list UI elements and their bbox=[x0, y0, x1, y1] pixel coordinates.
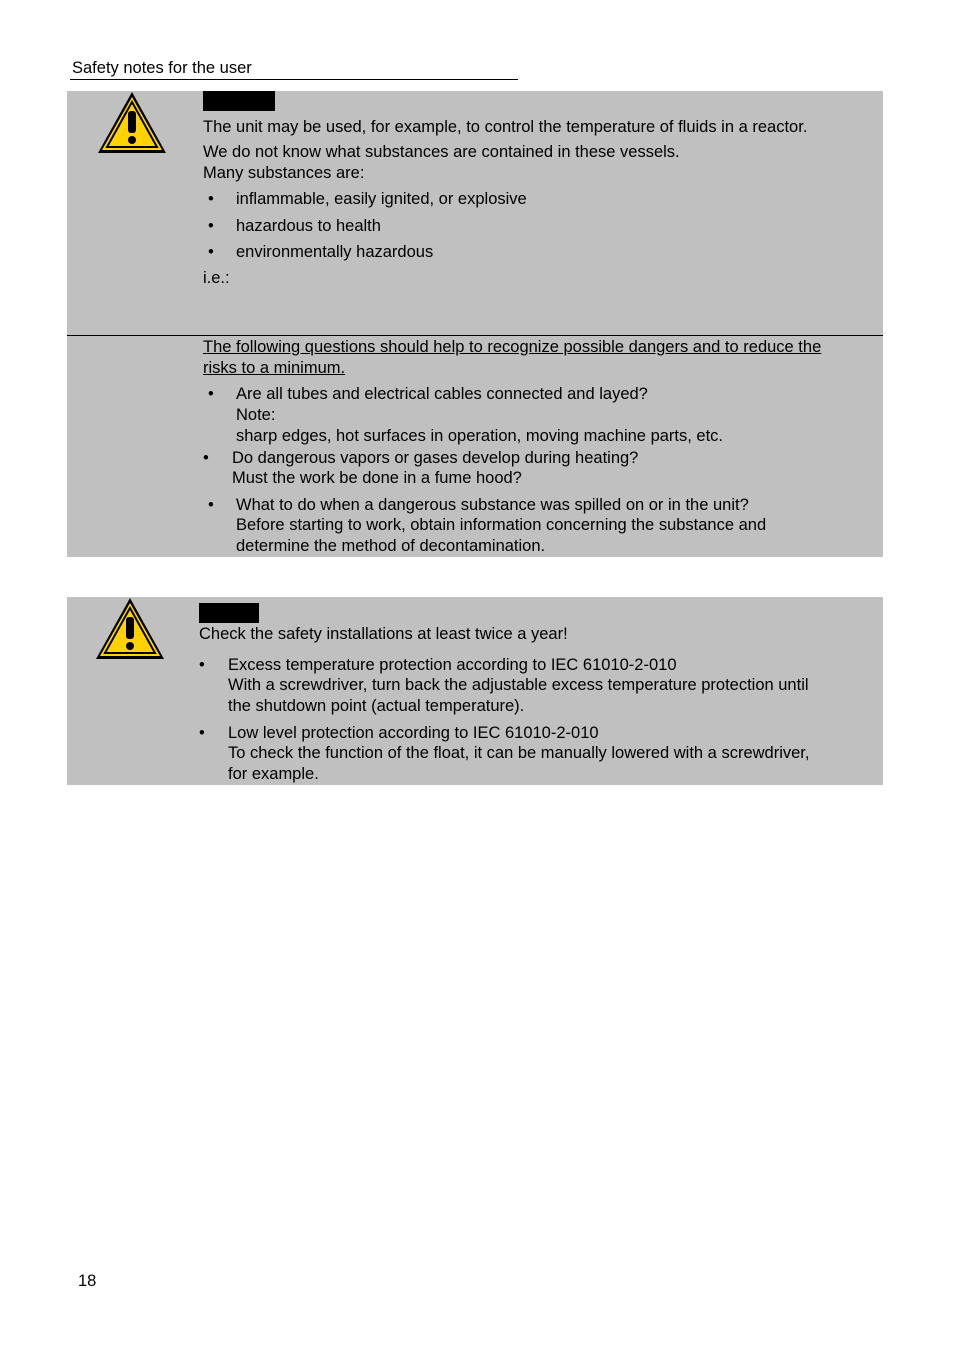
list-item: hazardous to health bbox=[236, 217, 381, 235]
list-item: What to do when a dangerous substance was spilled on or in the unit? bbox=[236, 496, 749, 514]
list-item: Before starting to work, obtain information concerning the substance and bbox=[236, 516, 767, 534]
list-item: inflammable, easily ignited, or explosive bbox=[236, 190, 527, 208]
list-item: Must the work be done in a fume hood? bbox=[232, 469, 522, 487]
bullet-icon: • bbox=[208, 385, 214, 403]
list-item: To check the function of the float, it can be manually lowered with a screwdriver, bbox=[228, 744, 810, 762]
list-item: Are all tubes and electrical cables connected and layed? bbox=[236, 385, 648, 403]
page-header: Safety notes for the user bbox=[70, 58, 518, 80]
warning-box-substances bbox=[67, 91, 883, 335]
list-item: the shutdown point (actual temperature). bbox=[228, 697, 525, 715]
bullet-icon: • bbox=[199, 656, 205, 674]
warning-triangle-icon bbox=[95, 597, 165, 661]
bullet-icon: • bbox=[208, 190, 214, 208]
warning-label-bar bbox=[203, 91, 275, 111]
bullet-icon: • bbox=[203, 449, 209, 467]
paragraph: i.e.: bbox=[203, 269, 230, 287]
paragraph: The unit may be used, for example, to control the temperature of fluids in a reactor. bbox=[203, 118, 808, 136]
bullet-icon: • bbox=[208, 496, 214, 514]
paragraph: Many substances are: bbox=[203, 164, 365, 182]
questions-intro: The following questions should help to recognize possible dangers and to reduce the bbox=[203, 338, 822, 356]
paragraph: Check the safety installations at least twice a year! bbox=[199, 625, 568, 643]
list-item: for example. bbox=[228, 765, 319, 783]
list-item: Note: bbox=[236, 406, 276, 424]
warning-box-safety-check bbox=[67, 597, 883, 785]
list-item: sharp edges, hot surfaces in operation, moving machine parts, etc. bbox=[236, 427, 724, 445]
list-item: With a screwdriver, turn back the adjustable excess temperature protection until bbox=[228, 676, 809, 694]
paragraph: We do not know what substances are contained in these vessels. bbox=[203, 143, 680, 161]
bullet-icon: • bbox=[199, 724, 205, 742]
list-item: Low level protection according to IEC 61010-2-010 bbox=[228, 724, 599, 742]
page-number: 18 bbox=[78, 1272, 97, 1290]
list-item: environmentally hazardous bbox=[236, 243, 434, 261]
bullet-icon: • bbox=[208, 217, 214, 235]
questions-intro: risks to a minimum. bbox=[203, 359, 346, 377]
questions-box bbox=[67, 335, 883, 557]
warning-label-bar bbox=[199, 603, 259, 623]
warning-triangle-icon bbox=[97, 91, 167, 155]
list-item: determine the method of decontamination. bbox=[236, 537, 546, 555]
list-item: Do dangerous vapors or gases develop during heating? bbox=[232, 449, 639, 467]
list-item: Excess temperature protection according to IEC 61010-2-010 bbox=[228, 656, 677, 674]
bullet-icon: • bbox=[208, 243, 214, 261]
